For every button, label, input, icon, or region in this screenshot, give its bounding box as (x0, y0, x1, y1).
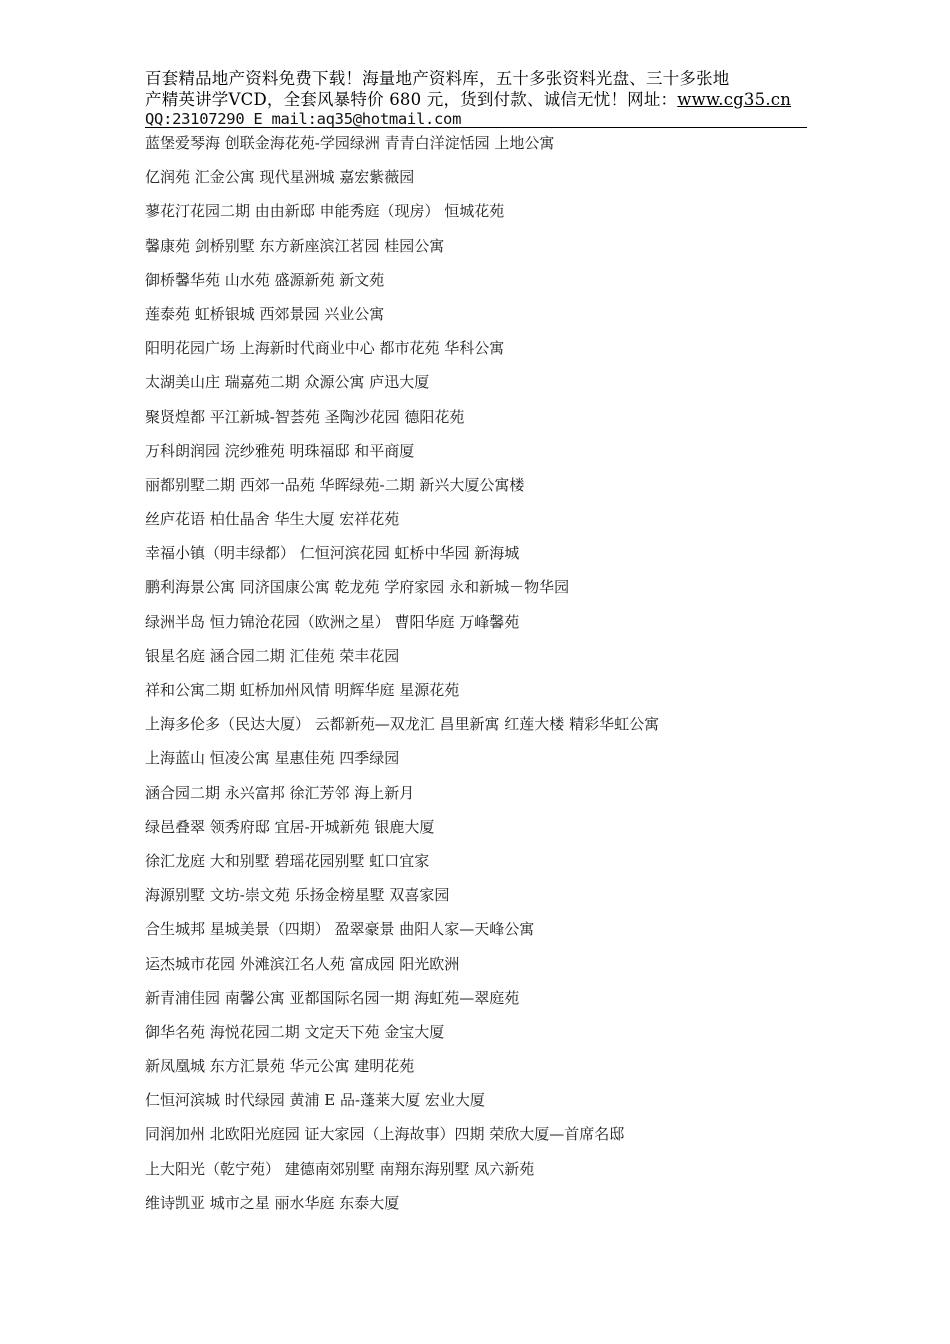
property-list-row: 新凤凰城 东方汇景苑 华元公寓 建明花苑 (145, 1057, 415, 1076)
property-list-row: 幸福小镇（明丰绿都） 仁恒河滨花园 虹桥中华园 新海城 (145, 544, 520, 563)
header-ad-line-2 (145, 89, 807, 110)
property-list-row: 仁恒河滨城 时代绿园 黄浦 E 品-蓬莱大厦 宏业大厦 (145, 1091, 485, 1110)
property-list-row: 阳明花园广场 上海新时代商业中心 都市花苑 华科公寓 (145, 339, 505, 358)
property-list-row: 聚贤煌都 平江新城-智荟苑 圣陶沙花园 德阳花苑 (145, 407, 465, 426)
property-list-row: 徐汇龙庭 大和别墅 碧瑶花园别墅 虹口宜家 (145, 851, 430, 870)
property-list-row: 海源别墅 文坊-崇文苑 乐扬金榜星墅 双喜家园 (145, 886, 450, 905)
property-list-row: 同润加州 北欧阳光庭园 证大家园（上海故事）四期 荣欣大厦—首席名邸 (145, 1125, 625, 1144)
property-list-row: 合生城邦 星城美景（四期） 盈翠豪景 曲阳人家—天峰公寓 (145, 920, 535, 939)
property-list-row: 上海多伦多（民达大厦） 云都新苑—双龙汇 昌里新寓 红莲大楼 精彩华虹公寓 (145, 715, 660, 734)
property-list-row: 蓝堡爱琴海 创联金海花苑-学园绿洲 青青白洋淀恬园 上地公寓 (145, 134, 555, 152)
property-list-row: 银星名庭 涵合园二期 汇佳苑 荣丰花园 (145, 646, 400, 665)
property-list-row: 维诗凯亚 城市之星 丽水华庭 东泰大厦 (145, 1193, 400, 1212)
page-header (145, 68, 807, 129)
header-divider (145, 127, 807, 128)
website-link[interactable]: www.cg35.cn (677, 90, 792, 109)
property-list-row: 亿润苑 汇金公寓 现代星洲城 嘉宏紫薇园 (145, 168, 415, 187)
property-list-row: 上海蓝山 恒凌公寓 星惠佳苑 四季绿园 (145, 749, 400, 768)
property-list-row: 御桥馨华苑 山水苑 盛源新苑 新文苑 (145, 270, 385, 289)
property-list-row: 运杰城市花园 外滩滨江名人苑 富成园 阳光欧洲 (145, 954, 460, 973)
property-list-row: 万科朗润园 浣纱雅苑 明珠福邸 和平商厦 (145, 441, 415, 460)
header-ad-line-1: 百套精品地产资料免费下载！海量地产资料库，五十多张资料光盘、三十多张地 (145, 69, 730, 88)
property-list (145, 132, 845, 1226)
property-list-row: 绿邑叠翠 领秀府邸 宜居-开城新苑 银鹿大厦 (145, 817, 435, 836)
property-list-row: 绿洲半岛 恒力锦沧花园（欧洲之星） 曹阳华庭 万峰馨苑 (145, 612, 520, 631)
property-list-row: 鹏利海景公寓 同济国康公寓 乾龙苑 学府家园 永和新城－物华园 (145, 578, 570, 597)
property-list-row: 丽都别墅二期 西郊一品苑 华晖绿苑-二期 新兴大厦公寓楼 (145, 475, 525, 494)
header-ad-line-2-text: 产精英讲学VCD，全套风暴特价 680 元，货到付款、诚信无忧！网址： (145, 90, 678, 109)
property-list-row: 御华名苑 海悦花园二期 文定天下苑 金宝大厦 (145, 1022, 445, 1041)
property-list-row: 丝庐花语 柏仕晶舍 华生大厦 宏祥花苑 (145, 510, 400, 529)
property-list-row: 莲泰苑 虹桥银城 西郊景园 兴业公寓 (145, 304, 385, 323)
property-list-row: 蓼花汀花园二期 由由新邸 申能秀庭（现房） 恒城花苑 (145, 202, 505, 221)
property-list-row: 新青浦佳园 南馨公寓 亚都国际名园一期 海虹苑—翠庭苑 (145, 988, 520, 1007)
property-list-row: 上大阳光（乾宁苑） 建德南郊别墅 南翔东海别墅 凤六新苑 (145, 1159, 535, 1178)
contact-info: QQ:23107290 E_mail:aq35@hotmail.com (145, 110, 462, 128)
property-list-row: 祥和公寓二期 虹桥加州风情 明辉华庭 星源花苑 (145, 681, 460, 699)
property-list-row: 涵合园二期 永兴富邦 徐汇芳邻 海上新月 (145, 783, 415, 802)
property-list-row: 太湖美山庄 瑞嘉苑二期 众源公寓 庐迅大厦 (145, 373, 430, 392)
property-list-row: 馨康苑 剑桥别墅 东方新座滨江茗园 桂园公寓 (145, 236, 445, 255)
